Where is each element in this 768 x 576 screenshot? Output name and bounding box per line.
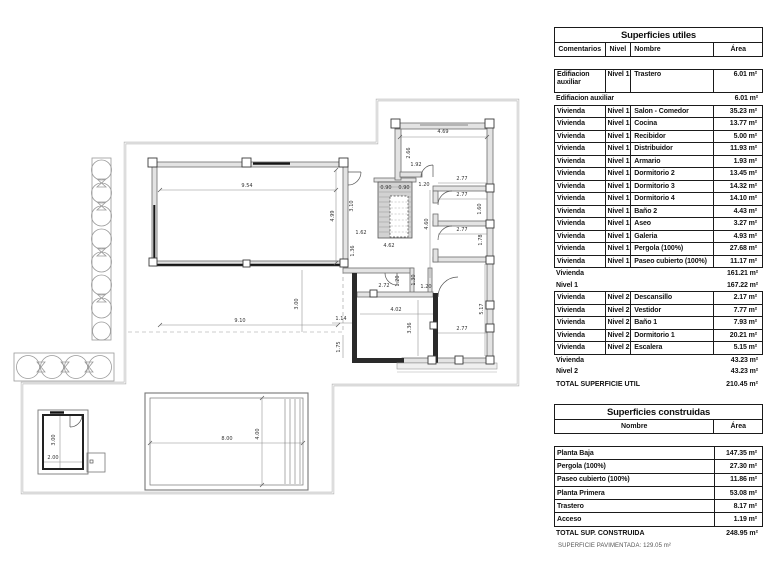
cell-area: 11.93 m²: [730, 145, 757, 153]
cell-comentarios: Vivienda: [555, 193, 606, 205]
plot-boundary: [22, 100, 518, 493]
total-area: 210.45 m²: [726, 380, 758, 388]
cell-nombre: Acceso: [555, 513, 715, 525]
trastero-building: [38, 410, 105, 474]
dimension-label: 1.62: [355, 230, 367, 236]
dimension-label: 4.99: [330, 210, 336, 222]
cell-nivel: Nivel 1: [606, 143, 632, 155]
table-row: [555, 181, 762, 194]
cell-nivel: Nivel 1: [606, 256, 632, 268]
table-total-row: [554, 378, 763, 391]
cell-nivel: Nivel 2: [606, 317, 632, 329]
cell-nivel: Nivel 1: [606, 168, 632, 180]
cell-comentarios: Vivienda: [555, 118, 606, 130]
dimension-label: 1.36: [350, 245, 356, 257]
col-header-nivel: Nivel: [606, 43, 632, 56]
table-title: Superficies utiles: [555, 28, 762, 43]
subtotal-area: 43.23 m²: [730, 368, 758, 376]
subtotal-label: Nivel 2: [556, 368, 578, 376]
cell-nivel: Nivel 2: [606, 342, 632, 354]
table-body: [554, 446, 763, 540]
cell-nombre: Paseo cubierto (100%): [631, 256, 714, 268]
cell-area: 14.32 m²: [729, 182, 757, 190]
cell-comentarios: Vivienda: [555, 131, 606, 143]
cell-area: 27.30 m²: [729, 462, 757, 470]
dimension-label: 4.00: [255, 428, 261, 440]
cell-area: 6.01 m²: [733, 71, 757, 78]
table-row: [555, 330, 762, 343]
table-row: [555, 292, 762, 305]
table-grid-section: [554, 105, 763, 269]
cell-comentarios: Vivienda: [555, 206, 606, 218]
dimension-label: 3.00: [51, 434, 57, 446]
table-row: [555, 513, 762, 525]
table-row: [555, 118, 762, 131]
table-body: [554, 69, 763, 391]
cell-area: 13.45 m²: [729, 170, 757, 178]
cell-nivel: Nivel 1: [606, 243, 632, 255]
cell-nivel: Nivel 2: [606, 292, 632, 304]
cell-comentarios: Vivienda: [555, 342, 606, 354]
column-headers: [555, 43, 762, 56]
total-label: TOTAL SUPERFICIE UTIL: [556, 380, 641, 388]
cell-area: 20.21 m²: [729, 331, 757, 339]
cell-nombre: Baño 2: [631, 206, 714, 218]
table-subtotal-row: [554, 366, 763, 378]
cell-area: 13.77 m²: [729, 120, 757, 128]
cell-area: 4.93 m²: [733, 232, 757, 240]
cell-nombre: Armario: [631, 156, 714, 168]
cell-nombre: Paseo cubierto (100%): [555, 474, 715, 486]
table-row: [555, 487, 762, 500]
cell-nivel: Nivel 1: [606, 231, 632, 243]
total-area: 248.95 m²: [726, 529, 758, 537]
dimension-label: 1.78: [478, 234, 484, 246]
cell-comentarios: Vivienda: [555, 168, 606, 180]
cell-area: 53.08 m²: [729, 489, 757, 497]
dimension-label: 3.00: [294, 298, 300, 310]
dimension-label: 2.66: [406, 147, 412, 159]
building-walls: [152, 123, 493, 363]
subtotal-area: 167.22 m²: [726, 281, 758, 289]
table-total-row: [554, 527, 763, 540]
cell-comentarios: Vivienda: [555, 305, 606, 317]
table-row: [555, 218, 762, 231]
cell-comentarios: Vivienda: [555, 231, 606, 243]
dimension-label: 1.30: [411, 274, 417, 286]
dimension-label: 3.36: [407, 322, 413, 334]
dimension-label: 4.60: [424, 218, 430, 230]
dimension-label: 1.14: [335, 316, 347, 322]
table-subtotal-row: [554, 280, 763, 292]
table-row: [555, 243, 762, 256]
trees-horizontal: [14, 353, 114, 381]
cell-nivel: Nivel 1: [606, 118, 632, 130]
table-row: [555, 106, 762, 119]
cell-area: 5.15 m²: [733, 344, 757, 352]
table-header-box: [554, 404, 763, 434]
dimension-label: 1.75: [336, 341, 342, 353]
cell-nombre: Dormitorio 4: [631, 193, 714, 205]
cell-nombre: Baño 1: [631, 317, 714, 329]
cell-nivel: Nivel 1: [606, 70, 632, 92]
paseo-cubierto-strip: [397, 363, 497, 372]
total-label: TOTAL SUP. CONSTRUIDA: [556, 529, 645, 537]
dimension-label: 4.62: [383, 243, 395, 249]
table-title: Superficies construidas: [555, 405, 762, 420]
cell-comentarios: Vivienda: [555, 256, 606, 268]
cell-nombre: Vestidor: [631, 305, 714, 317]
cell-area: 2.17 m²: [733, 294, 757, 302]
table-row: [555, 460, 762, 473]
cell-nombre: Salon - Comedor: [631, 106, 714, 118]
dimension-label: 1.20: [395, 275, 401, 287]
table-row: [555, 70, 762, 92]
cell-nombre: Dormitorio 2: [631, 168, 714, 180]
table-row: [555, 156, 762, 169]
dimension-label: 2.77: [456, 192, 468, 198]
cell-nivel: Nivel 1: [606, 206, 632, 218]
cell-area: 147.35 m²: [725, 449, 757, 457]
dimension-label: 2.00: [47, 455, 59, 461]
cell-nivel: Nivel 1: [606, 131, 632, 143]
cell-comentarios: Edifiacion auxiliar: [555, 70, 606, 92]
cell-area: 7.77 m²: [733, 306, 757, 314]
table-row: [555, 474, 762, 487]
cell-area: 4.43 m²: [733, 207, 757, 215]
subtotal-label: Edifiacion auxiliar: [556, 95, 615, 103]
dimension-label: 1.20: [418, 182, 430, 188]
dimension-label: 2.77: [456, 176, 468, 182]
table-row: [555, 500, 762, 513]
subtotal-area: 161.21 m²: [726, 270, 758, 278]
dimension-label: 8.00: [221, 436, 233, 442]
table-grid-section: [554, 69, 763, 93]
table-row: [555, 131, 762, 144]
col-header-comentarios: Comentarios: [555, 43, 606, 56]
cell-area: 8.17 m²: [733, 502, 757, 510]
cell-comentarios: Vivienda: [555, 143, 606, 155]
cell-comentarios: Vivienda: [555, 106, 606, 118]
dimension-label: 4.02: [390, 307, 402, 313]
cell-nivel: Nivel 1: [606, 106, 632, 118]
table-row: [555, 231, 762, 244]
cell-area: 1.19 m²: [733, 516, 757, 524]
cell-area: 27.68 m²: [729, 245, 757, 253]
table-row: [555, 447, 762, 460]
table-header-box: [554, 27, 763, 57]
cell-nivel: Nivel 1: [606, 156, 632, 168]
cell-nombre: Dormitorio 1: [631, 330, 714, 342]
col-header-area: Área: [730, 46, 747, 53]
dimension-label: 1.20: [420, 284, 432, 290]
wall-pillars: [148, 119, 494, 364]
subtotal-label: Vivienda: [556, 356, 584, 364]
superficies-construidas-table: [554, 404, 763, 540]
cell-area: 35.23 m²: [729, 107, 757, 115]
table-row: [555, 305, 762, 318]
cell-comentarios: Vivienda: [555, 292, 606, 304]
cell-area: 11.86 m²: [730, 476, 757, 484]
dimension-label: 0.90: [380, 185, 392, 191]
cell-area: 1.93 m²: [733, 157, 757, 165]
cell-area: 7.93 m²: [733, 319, 757, 327]
cell-nombre: Galeria: [631, 231, 714, 243]
dimension-label: 5.17: [479, 303, 485, 315]
cell-nombre: Escalera: [631, 342, 714, 354]
table-row: [555, 168, 762, 181]
table-row: [555, 342, 762, 354]
cell-nombre: Distribuidor: [631, 143, 714, 155]
cell-area: 3.27 m²: [733, 220, 757, 228]
column-headers: [555, 420, 762, 433]
dimension-label: 2.77: [456, 227, 468, 233]
cell-comentarios: Vivienda: [555, 330, 606, 342]
cell-nombre: Aseo: [631, 218, 714, 230]
cell-nombre: Recibidor: [631, 131, 714, 143]
table-subtotal-row: [554, 355, 763, 367]
superficies-utiles-table: [554, 27, 763, 391]
table-row: [555, 193, 762, 206]
cell-area: 14.10 m²: [729, 195, 757, 203]
table-row: [555, 206, 762, 219]
dimension-label: 1.60: [477, 203, 483, 215]
table-row: [555, 317, 762, 330]
cell-nombre: Planta Baja: [555, 447, 715, 459]
cell-nivel: Nivel 2: [606, 305, 632, 317]
cell-nombre: Planta Primera: [555, 487, 715, 499]
table-row: [555, 256, 762, 268]
cell-comentarios: Vivienda: [555, 181, 606, 193]
dimension-label: 2.72: [378, 283, 390, 289]
cell-area: 11.17 m²: [730, 257, 757, 265]
cell-nombre: Pergola (100%): [631, 243, 714, 255]
cell-nivel: Nivel 1: [606, 218, 632, 230]
cell-nombre: Dormitorio 3: [631, 181, 714, 193]
cell-nombre: Descansillo: [631, 292, 714, 304]
trees-vertical: [92, 158, 112, 340]
subtotal-label: Vivienda: [556, 270, 584, 278]
subtotal-area: 43.23 m²: [730, 356, 758, 364]
cell-nombre: Cocina: [631, 118, 714, 130]
dimension-label: 2.77: [456, 326, 468, 332]
dimension-label: 4.69: [437, 129, 449, 135]
cell-comentarios: Vivienda: [555, 243, 606, 255]
cell-comentarios: Vivienda: [555, 156, 606, 168]
cell-nombre: Trastero: [631, 70, 714, 92]
col-header-nombre: Nombre: [555, 420, 714, 433]
cell-area: 5.00 m²: [733, 132, 757, 140]
subtotal-label: Nivel 1: [556, 281, 578, 289]
dimension-label: 9.10: [234, 318, 246, 324]
table-grid-section: [554, 446, 763, 527]
dimension-label: 0.90: [398, 185, 410, 191]
footer-note: SUPERFICIE PAVIMENTADA: 129.05 m²: [558, 543, 671, 549]
cell-comentarios: Vivienda: [555, 218, 606, 230]
cell-nivel: Nivel 2: [606, 330, 632, 342]
table-subtotal-row: [554, 93, 763, 105]
cell-nombre: Trastero: [555, 500, 715, 512]
table-subtotal-row: [554, 268, 763, 280]
cell-nivel: Nivel 1: [606, 193, 632, 205]
cell-nivel: Nivel 1: [606, 181, 632, 193]
dimension-label: 9.54: [241, 183, 253, 189]
table-grid-section: [554, 291, 763, 355]
cell-nombre: Pergola (100%): [555, 460, 715, 472]
subtotal-area: 6.01 m²: [734, 95, 758, 103]
wall-accents: [154, 125, 468, 265]
col-header-area: Área: [730, 423, 747, 430]
dimension-label: 3.10: [349, 200, 355, 212]
dimension-label: 1.92: [410, 162, 422, 168]
col-header-nombre: Nombre: [631, 43, 714, 56]
table-row: [555, 143, 762, 156]
cell-comentarios: Vivienda: [555, 317, 606, 329]
